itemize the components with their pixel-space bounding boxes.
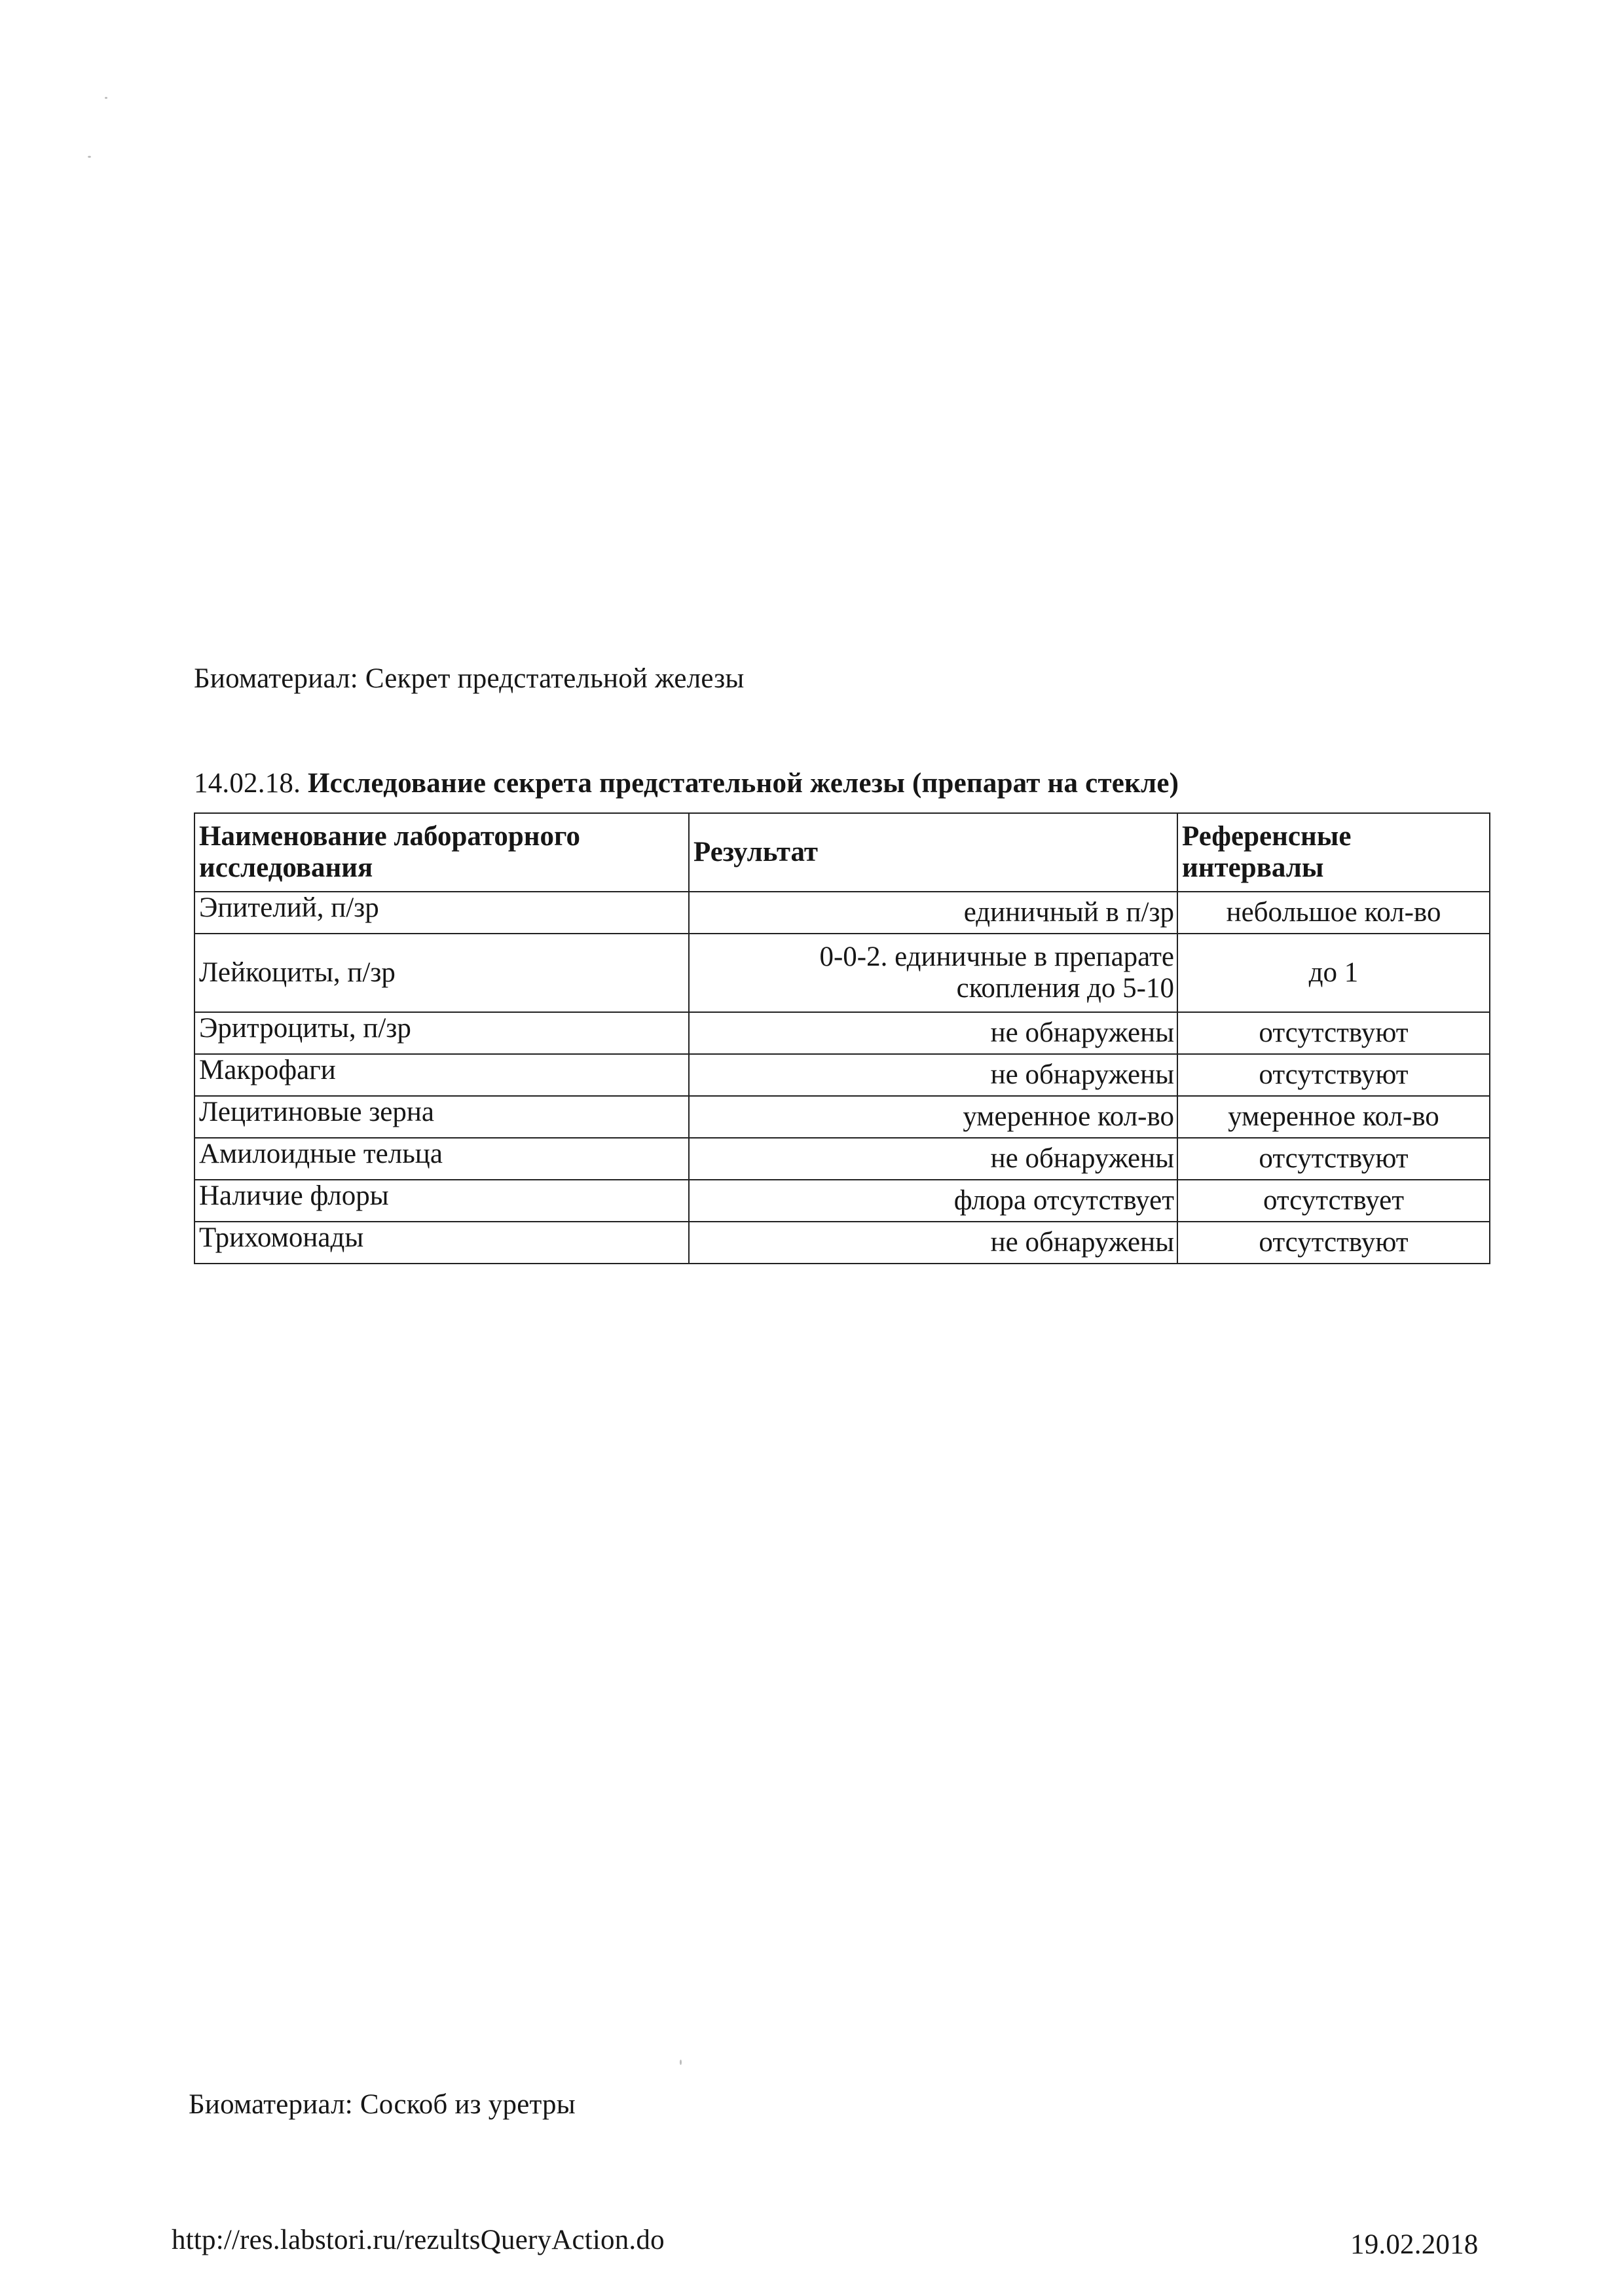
header-reference: Референсные интервалы bbox=[1177, 813, 1490, 892]
test-name: Лейкоциты, п/зр bbox=[194, 934, 689, 1012]
table-row bbox=[194, 1180, 1490, 1222]
table-row bbox=[194, 1222, 1490, 1264]
reference-range: отсутствует bbox=[1177, 1180, 1490, 1222]
reference-range: отсутствуют bbox=[1177, 1012, 1490, 1054]
table-row bbox=[194, 1096, 1490, 1138]
test-result: умеренное кол-во bbox=[689, 1096, 1177, 1138]
table-header-row bbox=[194, 813, 1490, 892]
reference-range: отсутствуют bbox=[1177, 1138, 1490, 1180]
test-result: не обнаружены bbox=[689, 1138, 1177, 1180]
test-name: Эпителий, п/зр bbox=[194, 892, 689, 934]
reference-range: умеренное кол-во bbox=[1177, 1096, 1490, 1138]
footer-date: 19.02.2018 bbox=[1350, 2229, 1479, 2260]
scan-speck bbox=[88, 156, 91, 158]
test-result: флора отсутствует bbox=[689, 1180, 1177, 1222]
test-name: Наличие флоры bbox=[194, 1180, 689, 1222]
footer-url: http://res.labstori.ru/rezultsQueryAction.do bbox=[172, 2225, 665, 2255]
results-table bbox=[194, 812, 1490, 1264]
test-name: Трихомонады bbox=[194, 1222, 689, 1264]
table-row bbox=[194, 1054, 1490, 1096]
scan-speck bbox=[680, 2060, 682, 2065]
reference-range: отсутствуют bbox=[1177, 1054, 1490, 1096]
test-name: Эритроциты, п/зр bbox=[194, 1012, 689, 1054]
test-result: единичный в п/зр bbox=[689, 892, 1177, 934]
scan-speck bbox=[105, 97, 107, 99]
reference-range: отсутствуют bbox=[1177, 1222, 1490, 1264]
biomaterial-label: Биоматериал: Соскоб из уретры bbox=[189, 2089, 576, 2120]
test-result: 0-0-2. единичные в препарате скопления до 5-10 bbox=[689, 934, 1177, 1012]
test-result: не обнаружены bbox=[689, 1012, 1177, 1054]
table-row bbox=[194, 1012, 1490, 1054]
reference-range: небольшое кол-во bbox=[1177, 892, 1490, 934]
test-title: Исследование секрета предстательной железы (препарат на стекле) bbox=[308, 768, 1179, 799]
table-row bbox=[194, 934, 1490, 1012]
header-test-name: Наименование лабораторного исследования bbox=[194, 813, 689, 892]
header-result: Результат bbox=[689, 813, 1177, 892]
test-heading bbox=[194, 767, 1179, 799]
test-result: не обнаружены bbox=[689, 1222, 1177, 1264]
test-name: Лецитиновые зерна bbox=[194, 1096, 689, 1138]
table-row bbox=[194, 1138, 1490, 1180]
test-date: 14.02.18. bbox=[194, 768, 301, 799]
reference-range: до 1 bbox=[1177, 934, 1490, 1012]
biomaterial-label: Биоматериал: Секрет предстательной железы bbox=[194, 663, 745, 694]
table-row bbox=[194, 892, 1490, 934]
test-name: Макрофаги bbox=[194, 1054, 689, 1096]
test-name: Амилоидные тельца bbox=[194, 1138, 689, 1180]
test-result: не обнаружены bbox=[689, 1054, 1177, 1096]
